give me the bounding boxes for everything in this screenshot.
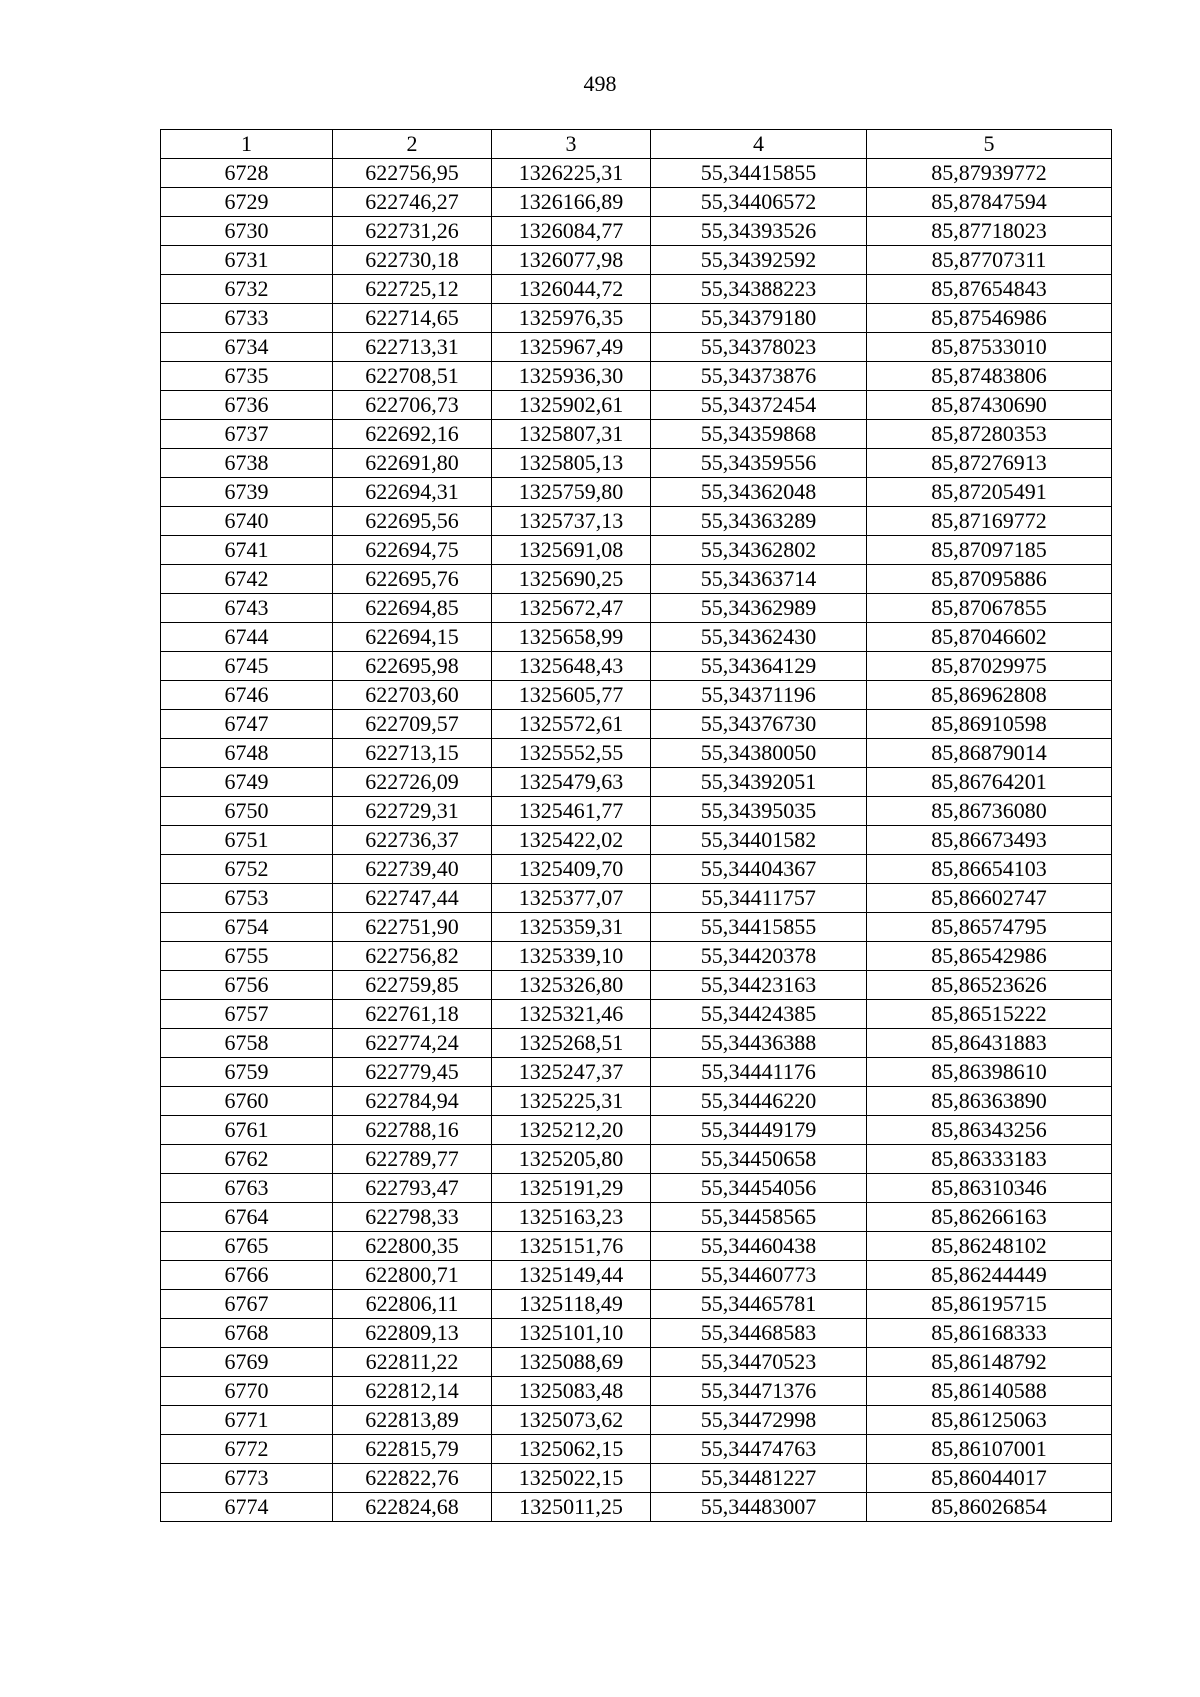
point-number-cell: 6774 <box>161 1493 333 1522</box>
point-number-cell: 6746 <box>161 681 333 710</box>
y-coordinate-cell: 1325225,31 <box>492 1087 651 1116</box>
table-row <box>161 623 1112 652</box>
table-row <box>161 362 1112 391</box>
x-coordinate-cell: 622729,31 <box>333 797 492 826</box>
y-coordinate-cell: 1325377,07 <box>492 884 651 913</box>
point-number-cell: 6732 <box>161 275 333 304</box>
latitude-cell: 55,34441176 <box>651 1058 867 1087</box>
latitude-cell: 55,34373876 <box>651 362 867 391</box>
table-row <box>161 1203 1112 1232</box>
x-coordinate-cell: 622793,47 <box>333 1174 492 1203</box>
point-number-cell: 6728 <box>161 159 333 188</box>
point-number-cell: 6763 <box>161 1174 333 1203</box>
latitude-cell: 55,34449179 <box>651 1116 867 1145</box>
table-row <box>161 1435 1112 1464</box>
table-body <box>161 159 1112 1522</box>
y-coordinate-cell: 1325605,77 <box>492 681 651 710</box>
point-number-cell: 6771 <box>161 1406 333 1435</box>
longitude-cell: 85,86333183 <box>867 1145 1112 1174</box>
latitude-cell: 55,34468583 <box>651 1319 867 1348</box>
longitude-cell: 85,86523626 <box>867 971 1112 1000</box>
latitude-cell: 55,34406572 <box>651 188 867 217</box>
y-coordinate-cell: 1326166,89 <box>492 188 651 217</box>
x-coordinate-cell: 622751,90 <box>333 913 492 942</box>
longitude-cell: 85,86574795 <box>867 913 1112 942</box>
latitude-cell: 55,34393526 <box>651 217 867 246</box>
table-row <box>161 1232 1112 1261</box>
column-header-1: 1 <box>161 130 333 159</box>
longitude-cell: 85,86431883 <box>867 1029 1112 1058</box>
latitude-cell: 55,34458565 <box>651 1203 867 1232</box>
point-number-cell: 6742 <box>161 565 333 594</box>
x-coordinate-cell: 622695,76 <box>333 565 492 594</box>
table-row <box>161 797 1112 826</box>
table-row <box>161 710 1112 739</box>
point-number-cell: 6769 <box>161 1348 333 1377</box>
longitude-cell: 85,86140588 <box>867 1377 1112 1406</box>
y-coordinate-cell: 1325011,25 <box>492 1493 651 1522</box>
longitude-cell: 85,86248102 <box>867 1232 1112 1261</box>
y-coordinate-cell: 1326225,31 <box>492 159 651 188</box>
point-number-cell: 6737 <box>161 420 333 449</box>
x-coordinate-cell: 622759,85 <box>333 971 492 1000</box>
point-number-cell: 6765 <box>161 1232 333 1261</box>
y-coordinate-cell: 1326044,72 <box>492 275 651 304</box>
latitude-cell: 55,34371196 <box>651 681 867 710</box>
point-number-cell: 6759 <box>161 1058 333 1087</box>
latitude-cell: 55,34471376 <box>651 1377 867 1406</box>
x-coordinate-cell: 622789,77 <box>333 1145 492 1174</box>
longitude-cell: 85,86266163 <box>867 1203 1112 1232</box>
x-coordinate-cell: 622708,51 <box>333 362 492 391</box>
longitude-cell: 85,87654843 <box>867 275 1112 304</box>
x-coordinate-cell: 622812,14 <box>333 1377 492 1406</box>
y-coordinate-cell: 1325572,61 <box>492 710 651 739</box>
latitude-cell: 55,34446220 <box>651 1087 867 1116</box>
y-coordinate-cell: 1325083,48 <box>492 1377 651 1406</box>
x-coordinate-cell: 622800,71 <box>333 1261 492 1290</box>
point-number-cell: 6754 <box>161 913 333 942</box>
table-row <box>161 594 1112 623</box>
longitude-cell: 85,86515222 <box>867 1000 1112 1029</box>
longitude-cell: 85,86310346 <box>867 1174 1112 1203</box>
page-number: 498 <box>583 71 617 96</box>
point-number-cell: 6770 <box>161 1377 333 1406</box>
longitude-cell: 85,87483806 <box>867 362 1112 391</box>
x-coordinate-cell: 622746,27 <box>333 188 492 217</box>
longitude-cell: 85,86764201 <box>867 768 1112 797</box>
point-number-cell: 6730 <box>161 217 333 246</box>
latitude-cell: 55,34460438 <box>651 1232 867 1261</box>
longitude-cell: 85,86195715 <box>867 1290 1112 1319</box>
table-row <box>161 246 1112 275</box>
longitude-cell: 85,87430690 <box>867 391 1112 420</box>
table-row <box>161 1174 1112 1203</box>
point-number-cell: 6761 <box>161 1116 333 1145</box>
point-number-cell: 6740 <box>161 507 333 536</box>
x-coordinate-cell: 622800,35 <box>333 1232 492 1261</box>
longitude-cell: 85,86148792 <box>867 1348 1112 1377</box>
point-number-cell: 6738 <box>161 449 333 478</box>
latitude-cell: 55,34424385 <box>651 1000 867 1029</box>
point-number-cell: 6748 <box>161 739 333 768</box>
y-coordinate-cell: 1325326,80 <box>492 971 651 1000</box>
table-row <box>161 304 1112 333</box>
point-number-cell: 6768 <box>161 1319 333 1348</box>
latitude-cell: 55,34380050 <box>651 739 867 768</box>
longitude-cell: 85,86602747 <box>867 884 1112 913</box>
table-row <box>161 1464 1112 1493</box>
longitude-cell: 85,86673493 <box>867 826 1112 855</box>
longitude-cell: 85,87939772 <box>867 159 1112 188</box>
latitude-cell: 55,34359556 <box>651 449 867 478</box>
latitude-cell: 55,34470523 <box>651 1348 867 1377</box>
latitude-cell: 55,34362430 <box>651 623 867 652</box>
y-coordinate-cell: 1325205,80 <box>492 1145 651 1174</box>
latitude-cell: 55,34388223 <box>651 275 867 304</box>
y-coordinate-cell: 1325022,15 <box>492 1464 651 1493</box>
y-coordinate-cell: 1325690,25 <box>492 565 651 594</box>
longitude-cell: 85,86026854 <box>867 1493 1112 1522</box>
latitude-cell: 55,34454056 <box>651 1174 867 1203</box>
table-row <box>161 333 1112 362</box>
x-coordinate-cell: 622756,82 <box>333 942 492 971</box>
x-coordinate-cell: 622784,94 <box>333 1087 492 1116</box>
longitude-cell: 85,87067855 <box>867 594 1112 623</box>
latitude-cell: 55,34401582 <box>651 826 867 855</box>
table-row <box>161 913 1112 942</box>
column-header-2: 2 <box>333 130 492 159</box>
latitude-cell: 55,34372454 <box>651 391 867 420</box>
x-coordinate-cell: 622736,37 <box>333 826 492 855</box>
longitude-cell: 85,87533010 <box>867 333 1112 362</box>
point-number-cell: 6745 <box>161 652 333 681</box>
latitude-cell: 55,34379180 <box>651 304 867 333</box>
latitude-cell: 55,34404367 <box>651 855 867 884</box>
table-row <box>161 971 1112 1000</box>
y-coordinate-cell: 1325805,13 <box>492 449 651 478</box>
longitude-cell: 85,87546986 <box>867 304 1112 333</box>
longitude-cell: 85,86363890 <box>867 1087 1112 1116</box>
column-header-5: 5 <box>867 130 1112 159</box>
y-coordinate-cell: 1325073,62 <box>492 1406 651 1435</box>
longitude-cell: 85,86879014 <box>867 739 1112 768</box>
point-number-cell: 6753 <box>161 884 333 913</box>
table-row <box>161 1261 1112 1290</box>
point-number-cell: 6755 <box>161 942 333 971</box>
x-coordinate-cell: 622779,45 <box>333 1058 492 1087</box>
x-coordinate-cell: 622806,11 <box>333 1290 492 1319</box>
table-row <box>161 217 1112 246</box>
longitude-cell: 85,87029975 <box>867 652 1112 681</box>
latitude-cell: 55,34420378 <box>651 942 867 971</box>
point-number-cell: 6757 <box>161 1000 333 1029</box>
table-header-row <box>161 130 1112 159</box>
point-number-cell: 6758 <box>161 1029 333 1058</box>
table-row <box>161 1145 1112 1174</box>
longitude-cell: 85,86044017 <box>867 1464 1112 1493</box>
longitude-cell: 85,87276913 <box>867 449 1112 478</box>
x-coordinate-cell: 622747,44 <box>333 884 492 913</box>
latitude-cell: 55,34481227 <box>651 1464 867 1493</box>
longitude-cell: 85,86244449 <box>867 1261 1112 1290</box>
y-coordinate-cell: 1325339,10 <box>492 942 651 971</box>
latitude-cell: 55,34436388 <box>651 1029 867 1058</box>
point-number-cell: 6739 <box>161 478 333 507</box>
y-coordinate-cell: 1325268,51 <box>492 1029 651 1058</box>
table-row <box>161 275 1112 304</box>
x-coordinate-cell: 622774,24 <box>333 1029 492 1058</box>
x-coordinate-cell: 622694,85 <box>333 594 492 623</box>
point-number-cell: 6752 <box>161 855 333 884</box>
x-coordinate-cell: 622713,31 <box>333 333 492 362</box>
x-coordinate-cell: 622714,65 <box>333 304 492 333</box>
longitude-cell: 85,87280353 <box>867 420 1112 449</box>
point-number-cell: 6773 <box>161 1464 333 1493</box>
x-coordinate-cell: 622815,79 <box>333 1435 492 1464</box>
y-coordinate-cell: 1325552,55 <box>492 739 651 768</box>
y-coordinate-cell: 1325212,20 <box>492 1116 651 1145</box>
y-coordinate-cell: 1325648,43 <box>492 652 651 681</box>
x-coordinate-cell: 622695,98 <box>333 652 492 681</box>
y-coordinate-cell: 1325967,49 <box>492 333 651 362</box>
longitude-cell: 85,86125063 <box>867 1406 1112 1435</box>
point-number-cell: 6762 <box>161 1145 333 1174</box>
latitude-cell: 55,34362802 <box>651 536 867 565</box>
x-coordinate-cell: 622692,16 <box>333 420 492 449</box>
point-number-cell: 6764 <box>161 1203 333 1232</box>
longitude-cell: 85,86168333 <box>867 1319 1112 1348</box>
latitude-cell: 55,34483007 <box>651 1493 867 1522</box>
y-coordinate-cell: 1325976,35 <box>492 304 651 333</box>
latitude-cell: 55,34450658 <box>651 1145 867 1174</box>
y-coordinate-cell: 1325461,77 <box>492 797 651 826</box>
latitude-cell: 55,34376730 <box>651 710 867 739</box>
x-coordinate-cell: 622809,13 <box>333 1319 492 1348</box>
y-coordinate-cell: 1325759,80 <box>492 478 651 507</box>
y-coordinate-cell: 1325672,47 <box>492 594 651 623</box>
table-row <box>161 1029 1112 1058</box>
latitude-cell: 55,34465781 <box>651 1290 867 1319</box>
x-coordinate-cell: 622788,16 <box>333 1116 492 1145</box>
point-number-cell: 6766 <box>161 1261 333 1290</box>
table-row <box>161 652 1112 681</box>
longitude-cell: 85,87097185 <box>867 536 1112 565</box>
table-row <box>161 1087 1112 1116</box>
x-coordinate-cell: 622824,68 <box>333 1493 492 1522</box>
table-row <box>161 188 1112 217</box>
longitude-cell: 85,86962808 <box>867 681 1112 710</box>
table-row <box>161 159 1112 188</box>
point-number-cell: 6734 <box>161 333 333 362</box>
y-coordinate-cell: 1325149,44 <box>492 1261 651 1290</box>
longitude-cell: 85,87707311 <box>867 246 1112 275</box>
table-row <box>161 884 1112 913</box>
point-number-cell: 6747 <box>161 710 333 739</box>
x-coordinate-cell: 622691,80 <box>333 449 492 478</box>
table-row <box>161 1348 1112 1377</box>
table-row <box>161 739 1112 768</box>
latitude-cell: 55,34460773 <box>651 1261 867 1290</box>
latitude-cell: 55,34415855 <box>651 913 867 942</box>
y-coordinate-cell: 1325151,76 <box>492 1232 651 1261</box>
latitude-cell: 55,34423163 <box>651 971 867 1000</box>
x-coordinate-cell: 622713,15 <box>333 739 492 768</box>
x-coordinate-cell: 622725,12 <box>333 275 492 304</box>
x-coordinate-cell: 622706,73 <box>333 391 492 420</box>
y-coordinate-cell: 1325359,31 <box>492 913 651 942</box>
point-number-cell: 6750 <box>161 797 333 826</box>
table-row <box>161 1493 1112 1522</box>
longitude-cell: 85,86736080 <box>867 797 1112 826</box>
point-number-cell: 6743 <box>161 594 333 623</box>
latitude-cell: 55,34359868 <box>651 420 867 449</box>
latitude-cell: 55,34378023 <box>651 333 867 362</box>
longitude-cell: 85,87095886 <box>867 565 1112 594</box>
longitude-cell: 85,86343256 <box>867 1116 1112 1145</box>
y-coordinate-cell: 1325409,70 <box>492 855 651 884</box>
y-coordinate-cell: 1325691,08 <box>492 536 651 565</box>
longitude-cell: 85,86107001 <box>867 1435 1112 1464</box>
x-coordinate-cell: 622695,56 <box>333 507 492 536</box>
y-coordinate-cell: 1326077,98 <box>492 246 651 275</box>
x-coordinate-cell: 622761,18 <box>333 1000 492 1029</box>
longitude-cell: 85,87169772 <box>867 507 1112 536</box>
point-number-cell: 6760 <box>161 1087 333 1116</box>
x-coordinate-cell: 622731,26 <box>333 217 492 246</box>
y-coordinate-cell: 1325479,63 <box>492 768 651 797</box>
table-row <box>161 507 1112 536</box>
coordinates-table <box>160 129 1112 1522</box>
point-number-cell: 6767 <box>161 1290 333 1319</box>
point-number-cell: 6731 <box>161 246 333 275</box>
point-number-cell: 6736 <box>161 391 333 420</box>
latitude-cell: 55,34472998 <box>651 1406 867 1435</box>
column-header-3: 3 <box>492 130 651 159</box>
longitude-cell: 85,87046602 <box>867 623 1112 652</box>
table-row <box>161 1377 1112 1406</box>
table-row <box>161 449 1112 478</box>
x-coordinate-cell: 622694,75 <box>333 536 492 565</box>
longitude-cell: 85,86398610 <box>867 1058 1112 1087</box>
latitude-cell: 55,34362989 <box>651 594 867 623</box>
y-coordinate-cell: 1325191,29 <box>492 1174 651 1203</box>
longitude-cell: 85,86910598 <box>867 710 1112 739</box>
longitude-cell: 85,86542986 <box>867 942 1112 971</box>
point-number-cell: 6749 <box>161 768 333 797</box>
y-coordinate-cell: 1325807,31 <box>492 420 651 449</box>
table-row <box>161 942 1112 971</box>
longitude-cell: 85,87847594 <box>867 188 1112 217</box>
y-coordinate-cell: 1325902,61 <box>492 391 651 420</box>
y-coordinate-cell: 1325118,49 <box>492 1290 651 1319</box>
latitude-cell: 55,34363714 <box>651 565 867 594</box>
y-coordinate-cell: 1326084,77 <box>492 217 651 246</box>
table-row <box>161 536 1112 565</box>
x-coordinate-cell: 622813,89 <box>333 1406 492 1435</box>
point-number-cell: 6729 <box>161 188 333 217</box>
latitude-cell: 55,34392592 <box>651 246 867 275</box>
longitude-cell: 85,87718023 <box>867 217 1112 246</box>
point-number-cell: 6735 <box>161 362 333 391</box>
x-coordinate-cell: 622739,40 <box>333 855 492 884</box>
x-coordinate-cell: 622726,09 <box>333 768 492 797</box>
table-row <box>161 1319 1112 1348</box>
latitude-cell: 55,34415855 <box>651 159 867 188</box>
latitude-cell: 55,34363289 <box>651 507 867 536</box>
table-row <box>161 478 1112 507</box>
table-row <box>161 1406 1112 1435</box>
y-coordinate-cell: 1325936,30 <box>492 362 651 391</box>
latitude-cell: 55,34364129 <box>651 652 867 681</box>
y-coordinate-cell: 1325321,46 <box>492 1000 651 1029</box>
y-coordinate-cell: 1325088,69 <box>492 1348 651 1377</box>
table-row <box>161 826 1112 855</box>
table-row <box>161 420 1112 449</box>
y-coordinate-cell: 1325737,13 <box>492 507 651 536</box>
x-coordinate-cell: 622703,60 <box>333 681 492 710</box>
table-row <box>161 1290 1112 1319</box>
y-coordinate-cell: 1325163,23 <box>492 1203 651 1232</box>
x-coordinate-cell: 622730,18 <box>333 246 492 275</box>
x-coordinate-cell: 622694,31 <box>333 478 492 507</box>
point-number-cell: 6772 <box>161 1435 333 1464</box>
x-coordinate-cell: 622694,15 <box>333 623 492 652</box>
y-coordinate-cell: 1325658,99 <box>492 623 651 652</box>
table-row <box>161 1058 1112 1087</box>
table-row <box>161 681 1112 710</box>
longitude-cell: 85,87205491 <box>867 478 1112 507</box>
table-row <box>161 768 1112 797</box>
latitude-cell: 55,34392051 <box>651 768 867 797</box>
longitude-cell: 85,86654103 <box>867 855 1112 884</box>
table-row <box>161 1116 1112 1145</box>
x-coordinate-cell: 622798,33 <box>333 1203 492 1232</box>
x-coordinate-cell: 622822,76 <box>333 1464 492 1493</box>
latitude-cell: 55,34411757 <box>651 884 867 913</box>
x-coordinate-cell: 622709,57 <box>333 710 492 739</box>
point-number-cell: 6733 <box>161 304 333 333</box>
point-number-cell: 6744 <box>161 623 333 652</box>
x-coordinate-cell: 622811,22 <box>333 1348 492 1377</box>
latitude-cell: 55,34474763 <box>651 1435 867 1464</box>
latitude-cell: 55,34362048 <box>651 478 867 507</box>
table-row <box>161 855 1112 884</box>
latitude-cell: 55,34395035 <box>651 797 867 826</box>
x-coordinate-cell: 622756,95 <box>333 159 492 188</box>
y-coordinate-cell: 1325062,15 <box>492 1435 651 1464</box>
column-header-4: 4 <box>651 130 867 159</box>
y-coordinate-cell: 1325422,02 <box>492 826 651 855</box>
table-row <box>161 565 1112 594</box>
point-number-cell: 6756 <box>161 971 333 1000</box>
table-row <box>161 1000 1112 1029</box>
y-coordinate-cell: 1325247,37 <box>492 1058 651 1087</box>
point-number-cell: 6751 <box>161 826 333 855</box>
point-number-cell: 6741 <box>161 536 333 565</box>
y-coordinate-cell: 1325101,10 <box>492 1319 651 1348</box>
table-row <box>161 391 1112 420</box>
